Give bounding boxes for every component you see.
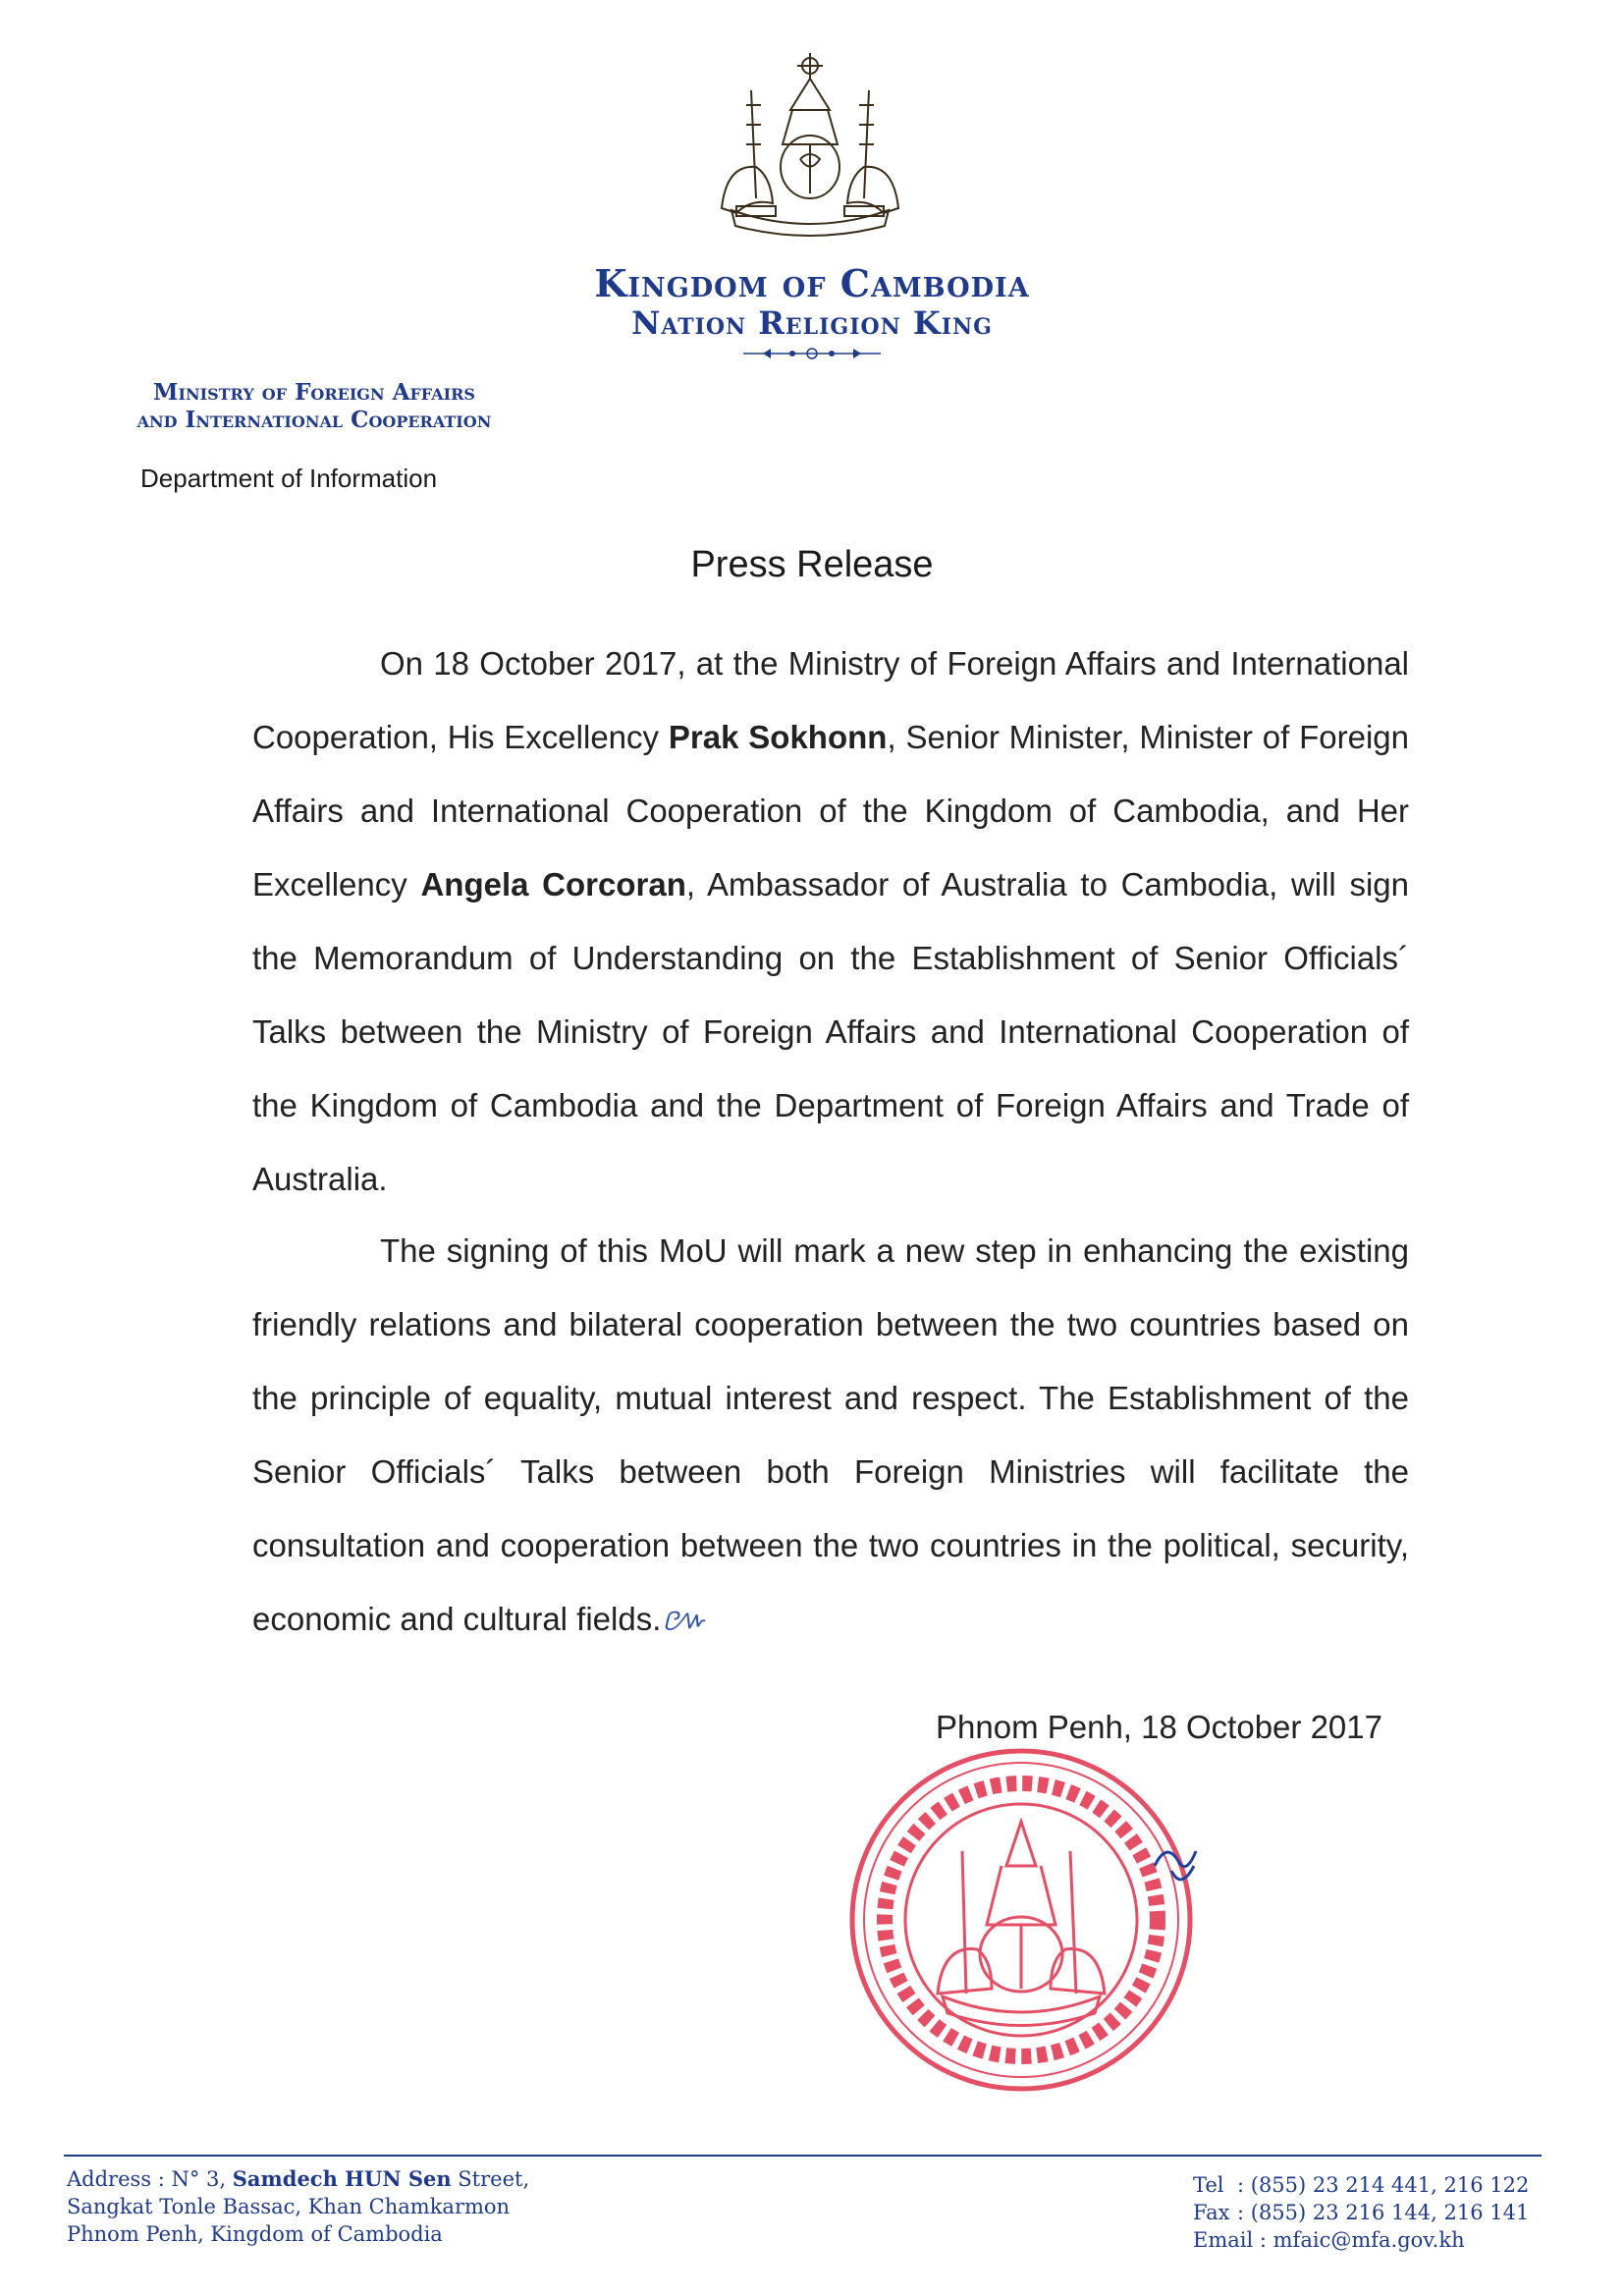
footer-divider xyxy=(64,2155,1542,2157)
footer-contact xyxy=(1193,2171,1529,2254)
royal-crest-emblem xyxy=(712,51,908,238)
national-motto: Nation Religion King xyxy=(631,304,993,342)
department-name: Department of Information xyxy=(140,464,438,493)
tel-value: : (855) 23 214 441, 216 122 xyxy=(1237,2173,1530,2197)
fax-value: : (855) 23 216 144, 216 141 xyxy=(1237,2201,1530,2224)
ambassador-name: Angela Corcoran xyxy=(420,866,686,902)
paragraph-1-text-a: On 18 October 2017, at the Ministry of Foreign Affairs and International Cooperation, His Excellency xyxy=(252,645,1409,755)
tel-row xyxy=(1193,2171,1529,2199)
address-street-name: Samdech HUN Sen xyxy=(232,2166,452,2191)
signature-mark xyxy=(1147,1836,1206,1895)
kingdom-title: Kingdom of Cambodia xyxy=(594,261,1030,305)
ornament-divider-icon xyxy=(743,346,881,361)
paragraph-1-text-c: , Ambassador of Australia to Cambodia, will sign the Memorandum of Understanding on the Establishment of Senior Officials´ Talks between the Ministry of Foreign Affairs and International Cooperation of the Kingdom of Cambodia and the Department of Foreign Affairs and Trade of Australia. xyxy=(252,866,1410,1197)
paragraph-2 xyxy=(252,1214,1409,1656)
minister-name: Prak Sokhonn xyxy=(668,719,888,755)
fax-label: Fax xyxy=(1193,2201,1230,2224)
email-label: Email xyxy=(1193,2228,1254,2252)
email-value[interactable]: : mfaic@mfa.gov.kh xyxy=(1259,2228,1465,2252)
ministry-name-line1: Ministry of Foreign Affairs xyxy=(153,379,475,406)
official-seal-stamp xyxy=(844,1743,1198,2097)
address-label: Address : N° 3, xyxy=(67,2167,233,2191)
place-date-line: Phnom Penh, 18 October 2017 xyxy=(936,1709,1382,1745)
tel-label: Tel xyxy=(1193,2173,1224,2197)
end-mark: ៚ xyxy=(661,1601,708,1637)
ministry-name-line2: and International Cooperation xyxy=(136,407,492,433)
address-line-1 xyxy=(67,2165,529,2193)
footer-address xyxy=(67,2165,529,2248)
page-title: Press Release xyxy=(690,544,934,585)
email-row xyxy=(1193,2226,1529,2254)
paragraph-1 xyxy=(252,627,1409,1216)
paragraph-2-text: The signing of this MoU will mark a new step in enhancing the existing friendly relations and bilateral cooperation between the two countries based on the principle of equality, mutual interest and respect. The Establishment of the Senior Officials´ Talks between both Foreign Ministries will facilitate the consultation and cooperation between the two countries in the political, security, economic and cultural fields. xyxy=(252,1232,1409,1637)
address-street-suffix: Street, xyxy=(451,2167,530,2191)
address-line-3: Phnom Penh, Kingdom of Cambodia xyxy=(67,2222,443,2246)
paragraph-1-text-b: , Senior Minister, Minister of Foreign Affairs and International Cooperation of the Kingdom of Cambodia, and Her Excellency xyxy=(252,719,1409,902)
fax-row xyxy=(1193,2199,1529,2226)
address-line-2: Sangkat Tonle Bassac, Khan Chamkarmon xyxy=(67,2195,511,2218)
